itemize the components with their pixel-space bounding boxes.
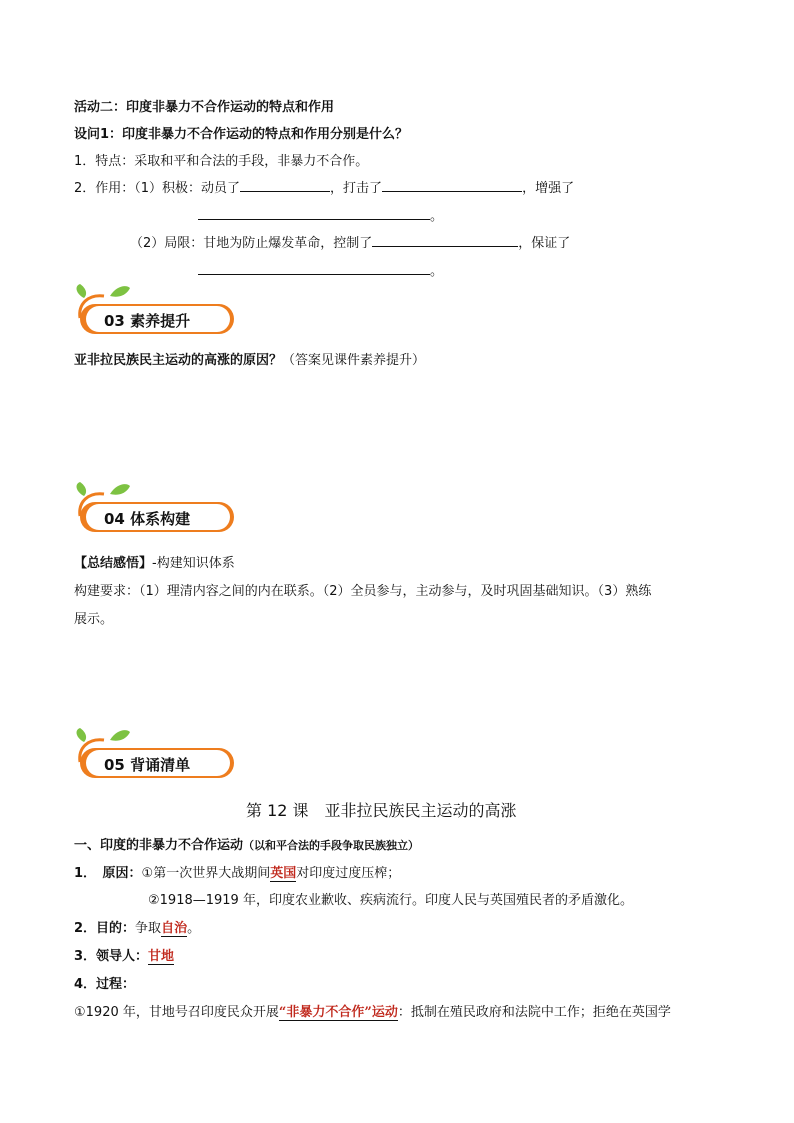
leader-highlight: 甘地: [148, 949, 175, 964]
section-badge-03: [70, 284, 238, 338]
effect-text-a: 2．作用：（1）积极：动员了: [74, 181, 241, 196]
summary-title: [74, 552, 235, 571]
limit-text-a: （2）局限：甘地为防止爆发革命，控制了: [130, 236, 373, 251]
activity-title: 活动二：印度非暴力不合作运动的特点和作用: [74, 100, 335, 115]
process-text-b: ：抵制在殖民政府和法院中工作；拒绝在英国学: [397, 1005, 671, 1020]
lesson-heading-note: （以和平合法的手段争取民族独立）: [243, 839, 420, 852]
cause1-highlight: 英国: [270, 866, 297, 881]
goal-text: 争取: [135, 921, 162, 936]
summary-title-bold: 【总结感悟】: [74, 556, 153, 571]
cause-label: 1． 原因：: [74, 866, 142, 881]
answer-blank[interactable]: [198, 205, 430, 220]
cause-line: [74, 862, 400, 881]
leader-label: 3．领导人：: [74, 949, 149, 964]
section-title: 04 体系构建: [104, 510, 191, 528]
cause1-text-b: 对印度过度压榨；: [296, 866, 401, 881]
limit-line-cont: [198, 260, 443, 279]
goal-highlight: 自治: [161, 921, 188, 936]
activity-question: 设问1：印度非暴力不合作运动的特点和作用分别是什么？: [74, 127, 409, 142]
lesson-heading-bold: 一、印度的非暴力不合作运动: [74, 838, 244, 853]
goal-label: 2．目的：: [74, 921, 136, 936]
lesson-title: 第 12 课 亚非拉民族民主运动的高涨: [246, 801, 517, 820]
end-mark: 。: [430, 209, 444, 224]
effect-line: [74, 177, 574, 196]
answer-blank[interactable]: [240, 177, 330, 192]
process-text-a: ①1920 年，甘地号召印度民众开展: [74, 1005, 279, 1020]
effect-text-c: ，增强了: [522, 181, 575, 196]
feature-line: 1．特点：采取和平和合法的手段，非暴力不合作。: [74, 154, 369, 169]
s03-note: （答案见课件素养提升）: [282, 353, 426, 368]
summary-title-rest: -构建知识体系: [152, 556, 235, 571]
cause2-line: ②1918—1919 年，印度农业歉收、疾病流行。印度人民与英国殖民者的矛盾激化。: [148, 893, 633, 908]
effect-line-cont: [198, 205, 443, 224]
section-badge-04: [70, 482, 238, 536]
requirement-line: 构建要求：（1）理清内容之间的内在联系。（2）全员参与，主动参与，及时巩固基础知识。（3）熟练: [74, 584, 652, 599]
section-badge-05: [70, 728, 238, 782]
process-label: 4．过程：: [74, 977, 136, 992]
limit-line: [130, 232, 570, 251]
section-title: 05 背诵清单: [104, 756, 191, 774]
s03-question-bold: 亚非拉民族民主运动的高涨的原因？: [74, 353, 283, 368]
s03-question: [74, 349, 425, 368]
cause1-text-a: ①第一次世界大战期间: [141, 866, 271, 881]
answer-blank[interactable]: [198, 260, 430, 275]
answer-blank[interactable]: [372, 232, 518, 247]
process-highlight: “非暴力不合作”运动: [278, 1005, 398, 1020]
effect-text-b: ，打击了: [330, 181, 383, 196]
lesson-heading: [74, 834, 419, 853]
limit-text-b: ，保证了: [518, 236, 571, 251]
process-line: [74, 1001, 671, 1020]
requirement-line-cont: 展示。: [74, 612, 114, 627]
leader-line: [74, 945, 174, 964]
section-title: 03 素养提升: [104, 312, 191, 330]
goal-line: [74, 917, 200, 936]
end-mark: 。: [430, 264, 444, 279]
answer-blank[interactable]: [382, 177, 522, 192]
goal-end: 。: [187, 921, 201, 936]
